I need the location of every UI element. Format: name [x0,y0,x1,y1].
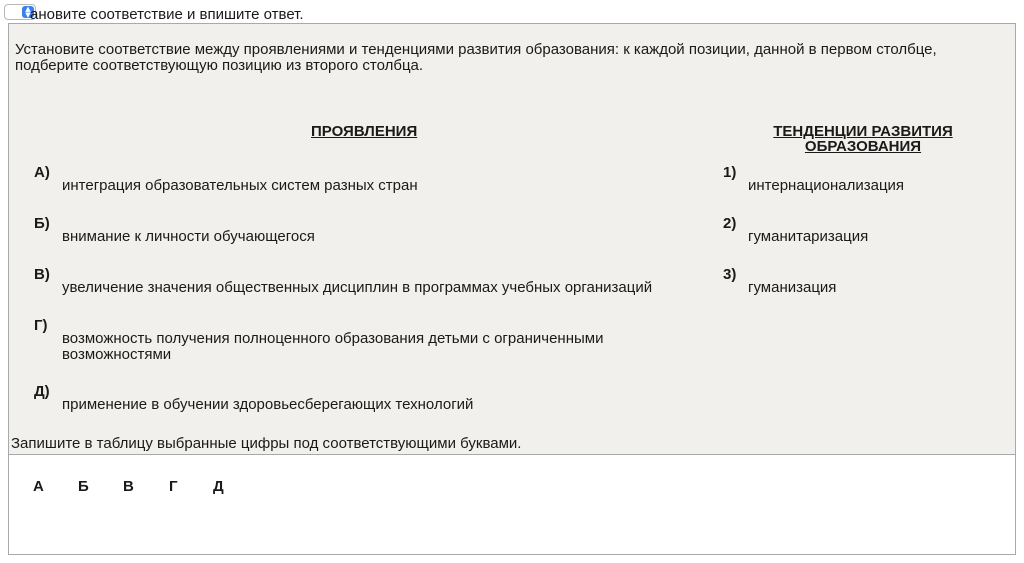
left-item-letter: Д) [34,383,50,400]
answer-column-d: Д [213,478,224,495]
answer-column-a: А [33,478,44,495]
answer-table [8,454,1016,555]
right-item-text: гуманитаризация [748,228,869,245]
left-item-letter: А) [34,164,50,181]
right-item-number: 3) [723,266,737,283]
left-column-header: ПРОЯВЛЕНИЯ [311,123,418,140]
answer-column-v: В [123,478,134,495]
answer-column-g: Г [169,478,178,495]
left-item-letter: В) [34,266,50,283]
select-arrows-icon: ▲ ▼ [22,6,34,18]
left-item-text: увеличение значения общественных дисциплин в программах учебных организаций [62,279,653,296]
answer-instruction: Запишите в таблицу выбранные цифры под соответствующими буквами. [11,435,522,452]
left-item-letter: Б) [34,215,50,232]
right-item-number: 1) [723,164,737,181]
left-item-text: возможность получения полноценного образования детьми с ограниченными возможностями [62,330,604,363]
answer-column-b: Б [78,478,89,495]
instruction-text: ановите соответствие и впишите ответ. [30,6,304,23]
question-text: Установите соответствие между проявлениями и тенденциями развития образования: к каждой позиции, данной в первом столбце, подберите соответствующую позицию из второго столбца. [15,41,937,74]
right-item-text: гуманизация [748,279,837,296]
left-item-letter: Г) [34,317,48,334]
left-item-text: внимание к личности обучающегося [62,228,315,245]
task-panel [8,23,1016,455]
left-item-text: применение в обучении здоровьесберегающих технологий [62,396,474,413]
instruction-bar [0,0,1024,22]
right-column-header: ТЕНДЕНЦИИ РАЗВИТИЯ ОБРАЗОВАНИЯ [773,123,953,155]
right-item-number: 2) [723,215,737,232]
right-item-text: интернационализация [748,177,905,194]
left-item-text: интеграция образовательных систем разных стран [62,177,418,194]
